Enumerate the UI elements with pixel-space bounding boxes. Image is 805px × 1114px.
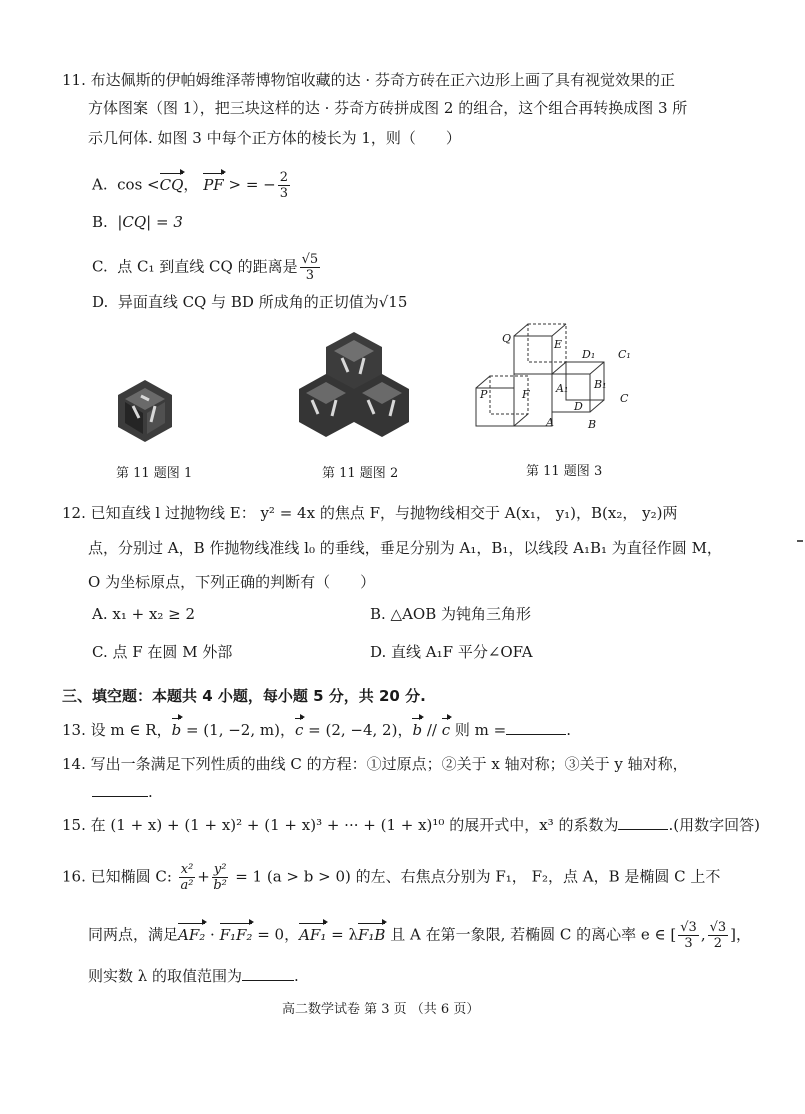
q12-option-d: D. 直线 A₁F 平分∠OFA	[370, 643, 533, 661]
q11-option-b: B. |CQ| = 3	[92, 213, 183, 231]
q12-line2: 点，分别过 A，B 作抛物线准线 l₀ 的垂线，垂足分别为 A₁，B₁，以线段 A₁B₁ 为直径作圆 M，	[88, 539, 722, 557]
q14-answer-blank[interactable]	[92, 782, 148, 797]
q11-figure1-cube-tile	[115, 378, 175, 444]
q11-line2: 方体图案（图 1），把三块这样的达 · 芬奇方砖拼成图 2 的组合，这个组合再转换成图 3 所	[88, 99, 688, 117]
q11-option-c: C. 点 C₁ 到直线 CQ 的距离是 $\frac{√5}{3}$	[92, 252, 319, 283]
q16-line2: 同两点，满足AF₂ · F₁F₂ = 0，AF₁ = λF₁B 且 A 在第一象限, 若椭圆 C 的离心率 e ∈ [ $\frac{√3}{3}$ , $\frac{√3}{2}$ ]，	[88, 920, 752, 951]
label-P: P	[480, 388, 488, 401]
q12-option-c: C. 点 F 在圆 M 外部	[92, 643, 233, 661]
q11-figure2-tile-combo	[298, 330, 410, 442]
q16-line1: 16. 已知椭圆 C: $\frac{\text{x²}}{\text{a²}}$ + $\frac{\text{y²}}{\text{b²}}$ = 1 (a > b > 0) 的左、右焦点分别为 F₁， F₂，点 A，B 是椭圆 C 上不	[62, 862, 721, 893]
q12-line3: O 为坐标原点，下列正确的判断有（ ）	[88, 573, 376, 591]
page-footer: 高二数学试卷 第 3 页 （共 6 页）	[282, 1002, 480, 1017]
q11-line1: 11. 布达佩斯的伊帕姆维泽蒂博物馆收藏的达 · 芬奇方砖在正六边形上画了具有视觉效果的正	[62, 71, 675, 89]
q11-fig3-caption: 第 11 题图 3	[526, 464, 603, 479]
q11-fig1-caption: 第 11 题图 1	[116, 466, 193, 481]
q11-option-d: D. 异面直线 CQ 与 BD 所成角的正切值为√15	[92, 293, 408, 311]
label-Q: Q	[502, 332, 512, 345]
q11-option-a: A. cos <CQ， PF > = − $\frac{2}{3}$	[92, 170, 289, 201]
q11-line3: 示几何体. 如图 3 中每个正方体的棱长为 1，则（ ）	[88, 129, 461, 147]
q11-figure3-labels	[474, 318, 644, 444]
label-C: C	[620, 392, 629, 405]
label-B: B	[588, 418, 597, 431]
q13-answer-blank[interactable]	[506, 720, 566, 735]
label-E: E	[554, 338, 563, 351]
q16-line3: 则实数 λ 的取值范围为 .	[88, 967, 299, 985]
q14-line2: .	[92, 782, 153, 802]
q12-option-b: B. △AOB 为钝角三角形	[370, 605, 532, 623]
label-A1: A₁	[556, 382, 569, 395]
q13-line: 13. 设 m ∈ R，b = (1, −2, m)，c = (2, −4, 2)，b // c 则 m = .	[62, 721, 572, 739]
label-F: F	[522, 388, 530, 401]
label-B1: B₁	[594, 378, 607, 391]
q14-line1: 14. 写出一条满足下列性质的曲线 C 的方程：①过原点；②关于 x 轴对称；③关于 y 轴对称，	[62, 755, 688, 773]
label-A: A	[546, 416, 554, 429]
q12-line1: 12. 已知直线 l 过抛物线 E： y² = 4x 的焦点 F，与抛物线相交于 A(x₁， y₁)，B(x₂， y₂)两	[62, 504, 678, 522]
q15-answer-blank[interactable]	[618, 815, 668, 830]
q15-line: 15. 在 (1 + x) + (1 + x)² + (1 + x)³ + ··· + (1 + x)¹⁰ 的展开式中，x³ 的系数为 .(用数字回答)	[62, 816, 760, 834]
label-D: D	[574, 400, 583, 413]
q11-fig2-caption: 第 11 题图 2	[322, 466, 399, 481]
label-D1: D₁	[582, 348, 596, 361]
q16-answer-blank[interactable]	[242, 966, 294, 981]
scan-mark	[797, 540, 803, 542]
label-C1: C₁	[618, 348, 631, 361]
q12-option-a: A. x₁ + x₂ ≥ 2	[92, 605, 196, 623]
section-3-heading: 三、填空题：本题共 4 小题，每小题 5 分，共 20 分.	[62, 687, 426, 705]
